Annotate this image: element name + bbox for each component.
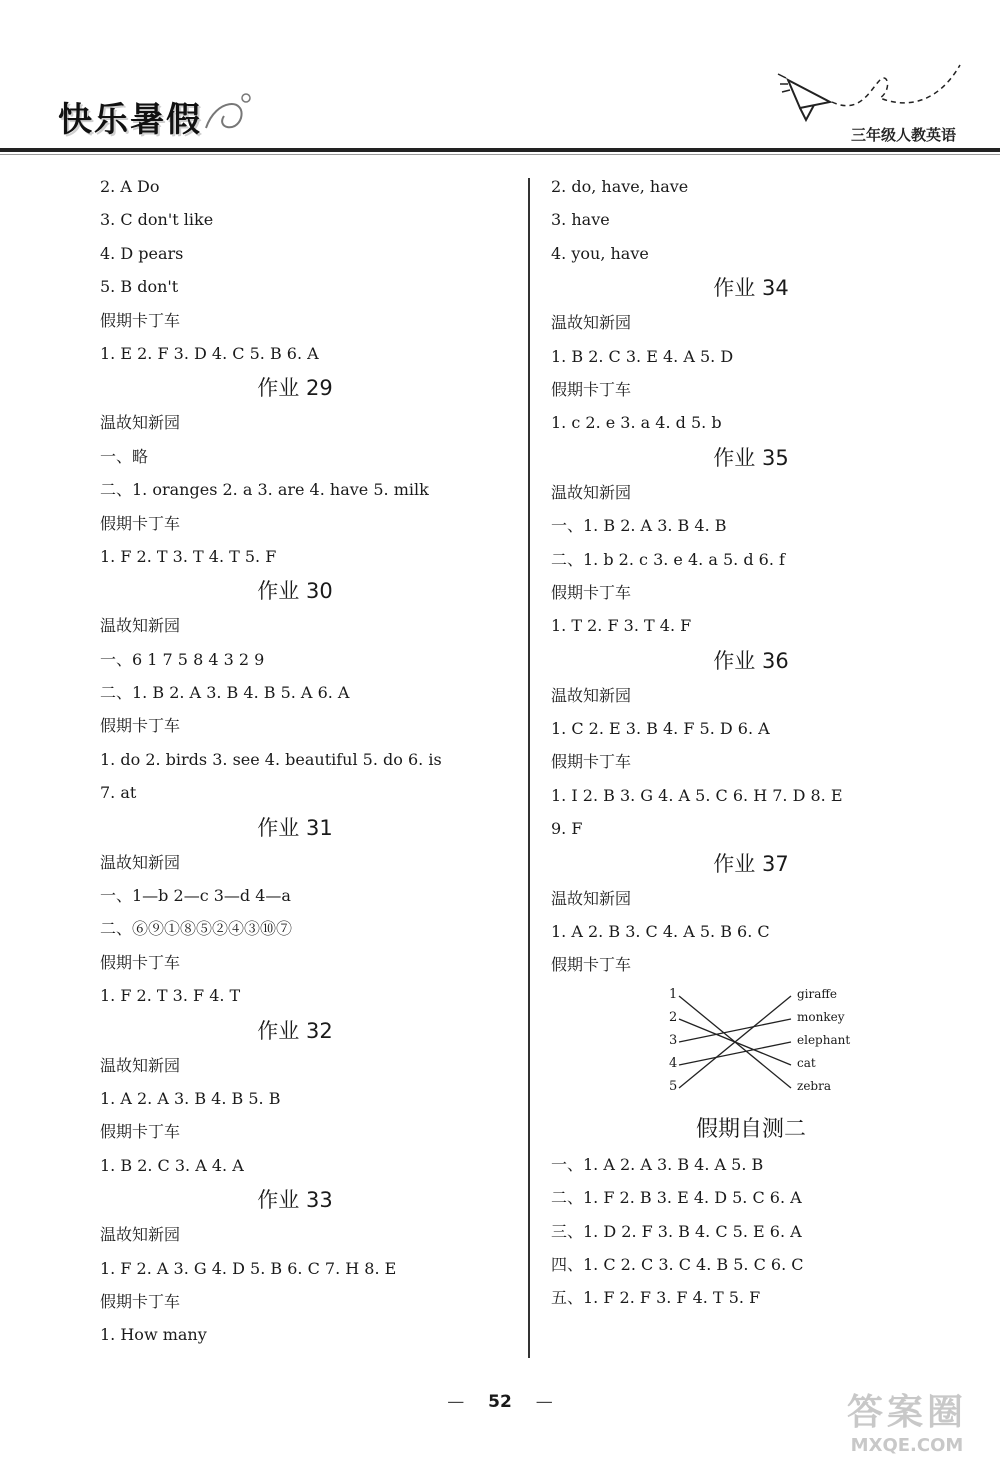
matching-line: [679, 1042, 791, 1065]
section-heading: 作业 37: [713, 851, 789, 876]
matching-word: zebra: [797, 1078, 831, 1093]
watermark-url: MXQE.COM: [850, 1435, 964, 1456]
answer-line: 4. D pears: [100, 243, 184, 263]
answer-line: 1. c 2. e 3. a 4. d 5. b: [551, 413, 722, 433]
subsection-label: 温故知新园: [100, 852, 181, 872]
subsection-label: 温故知新园: [551, 685, 632, 705]
answer-line: 1. C 2. E 3. B 4. F 5. D 6. A: [551, 719, 770, 739]
matching-word: giraffe: [797, 986, 838, 1001]
subsection-label: 温故知新园: [100, 1055, 181, 1075]
answer-line: 3. have: [551, 210, 610, 230]
header-rule-thin: [0, 154, 1000, 155]
answer-line: 1. A 2. A 3. B 4. B 5. B: [100, 1088, 281, 1108]
page-dash-right: —: [535, 1392, 553, 1412]
matching-number: 2: [669, 1009, 678, 1025]
right-column-top: [551, 170, 961, 982]
subsection-label: 假期卡丁车: [551, 582, 632, 602]
answer-line: 1. A 2. B 3. C 4. A 5. B 6. C: [551, 922, 770, 942]
answer-line: 7. at: [100, 783, 137, 803]
subsection-label: 假期卡丁车: [551, 752, 632, 772]
book-logo: 快乐暑假: [58, 100, 202, 140]
answer-line: 1. B 2. C 3. E 4. A 5. D: [551, 346, 734, 366]
answer-line: 二、1. F 2. B 3. E 4. D 5. C 6. A: [551, 1188, 802, 1208]
subsection-label: 假期卡丁车: [100, 1122, 181, 1142]
answer-line: 1. T 2. F 3. T 4. F: [551, 616, 692, 636]
logo-swirl-icon: [196, 88, 256, 138]
answer-line: 2. A Do: [100, 177, 160, 196]
watermark-text: 答案圈: [846, 1392, 967, 1433]
matching-number: 4: [669, 1055, 678, 1071]
answer-line: 1. B 2. C 3. A 4. A: [100, 1155, 244, 1175]
paper-plane-icon: [770, 60, 970, 130]
subsection-label: 假期卡丁车: [100, 952, 181, 972]
matching-number: 1: [669, 986, 678, 1002]
subsection-label: 温故知新园: [100, 413, 181, 433]
answer-line: 二、1. oranges 2. a 3. are 4. have 5. milk: [100, 480, 429, 500]
subsection-label: 温故知新园: [551, 888, 632, 908]
left-column: [100, 170, 500, 1352]
section-heading: 作业 36: [713, 648, 789, 673]
matching-word: monkey: [797, 1009, 845, 1024]
answer-line: 一、6 1 7 5 8 4 3 2 9: [100, 649, 265, 669]
section-heading: 作业 30: [257, 579, 333, 604]
section-heading: 作业 34: [713, 276, 789, 301]
answer-line: 9. F: [551, 819, 583, 839]
subsection-label: 温故知新园: [100, 616, 181, 636]
subsection-label: 温故知新园: [100, 1225, 181, 1245]
subsection-label: 假期卡丁车: [100, 310, 181, 330]
answer-line: 二、1. B 2. A 3. B 4. B 5. A 6. A: [100, 683, 350, 703]
subsection-label: 假期卡丁车: [100, 1291, 181, 1311]
subsection-label: 温故知新园: [551, 482, 632, 502]
answer-line: 1. do 2. birds 3. see 4. beautiful 5. do 6. is: [100, 749, 442, 769]
answer-line: 五、1. F 2. F 3. F 4. T 5. F: [551, 1288, 761, 1308]
subsection-label: 假期卡丁车: [100, 513, 181, 533]
answer-line: 1. How many: [100, 1325, 207, 1345]
answer-line: 4. you, have: [551, 243, 649, 263]
answer-line: 1. F 2. A 3. G 4. D 5. B 6. C 7. H 8. E: [100, 1258, 397, 1278]
answer-line: 1. I 2. B 3. G 4. A 5. C 6. H 7. D 8. E: [551, 785, 843, 805]
answer-line: 一、1. A 2. A 3. B 4. A 5. B: [551, 1154, 764, 1174]
matching-diagram: [551, 986, 851, 1102]
answer-line: 三、1. D 2. F 3. B 4. C 5. E 6. A: [551, 1221, 802, 1241]
section-heading: 作业 32: [257, 1018, 333, 1043]
matching-number: 3: [669, 1032, 678, 1048]
subsection-label: 温故知新园: [551, 313, 632, 333]
section-heading: 假期自测二: [695, 1116, 806, 1142]
answer-line: 一、略: [100, 446, 149, 466]
answer-line: 四、1. C 2. C 3. C 4. B 5. C 6. C: [551, 1254, 804, 1274]
grade-label: 三年级人教英语: [850, 126, 956, 144]
answer-line: 1. F 2. T 3. F 4. T: [100, 986, 241, 1006]
section-heading: 作业 31: [257, 815, 333, 840]
section-heading: 作业 33: [257, 1188, 333, 1213]
watermark-logo: [832, 1384, 982, 1464]
section-heading: 作业 29: [257, 376, 333, 401]
answer-line: 二、1. b 2. c 3. e 4. a 5. d 6. f: [551, 549, 785, 569]
matching-number: 5: [669, 1078, 678, 1094]
answer-line: 3. C don't like: [100, 210, 214, 230]
matching-word: elephant: [797, 1032, 851, 1047]
answer-line: 5. B don't: [100, 277, 179, 297]
subsection-label: 假期卡丁车: [100, 716, 181, 736]
answer-line: 一、1—b 2—c 3—d 4—a: [100, 886, 291, 906]
answer-line: 2. do, have, have: [551, 177, 689, 196]
subsection-label: 假期卡丁车: [551, 379, 632, 399]
answer-line: 1. F 2. T 3. T 4. T 5. F: [100, 546, 277, 566]
right-column: [551, 170, 961, 1315]
matching-line: [679, 1019, 791, 1042]
page-dash-left: —: [447, 1392, 465, 1412]
answer-line: 二、⑥⑨①⑧⑤②④③⑩⑦: [100, 919, 293, 939]
matching-word: cat: [797, 1055, 816, 1070]
header-rule: [0, 148, 1000, 152]
answer-line: 一、1. B 2. A 3. B 4. B: [551, 516, 727, 536]
column-divider: [528, 178, 530, 1358]
page-number-value: 52: [488, 1392, 512, 1412]
answer-line: 1. E 2. F 3. D 4. C 5. B 6. A: [100, 343, 319, 363]
right-column-bottom: [551, 1112, 961, 1315]
section-heading: 作业 35: [713, 445, 789, 470]
subsection-label: 假期卡丁车: [551, 955, 632, 975]
